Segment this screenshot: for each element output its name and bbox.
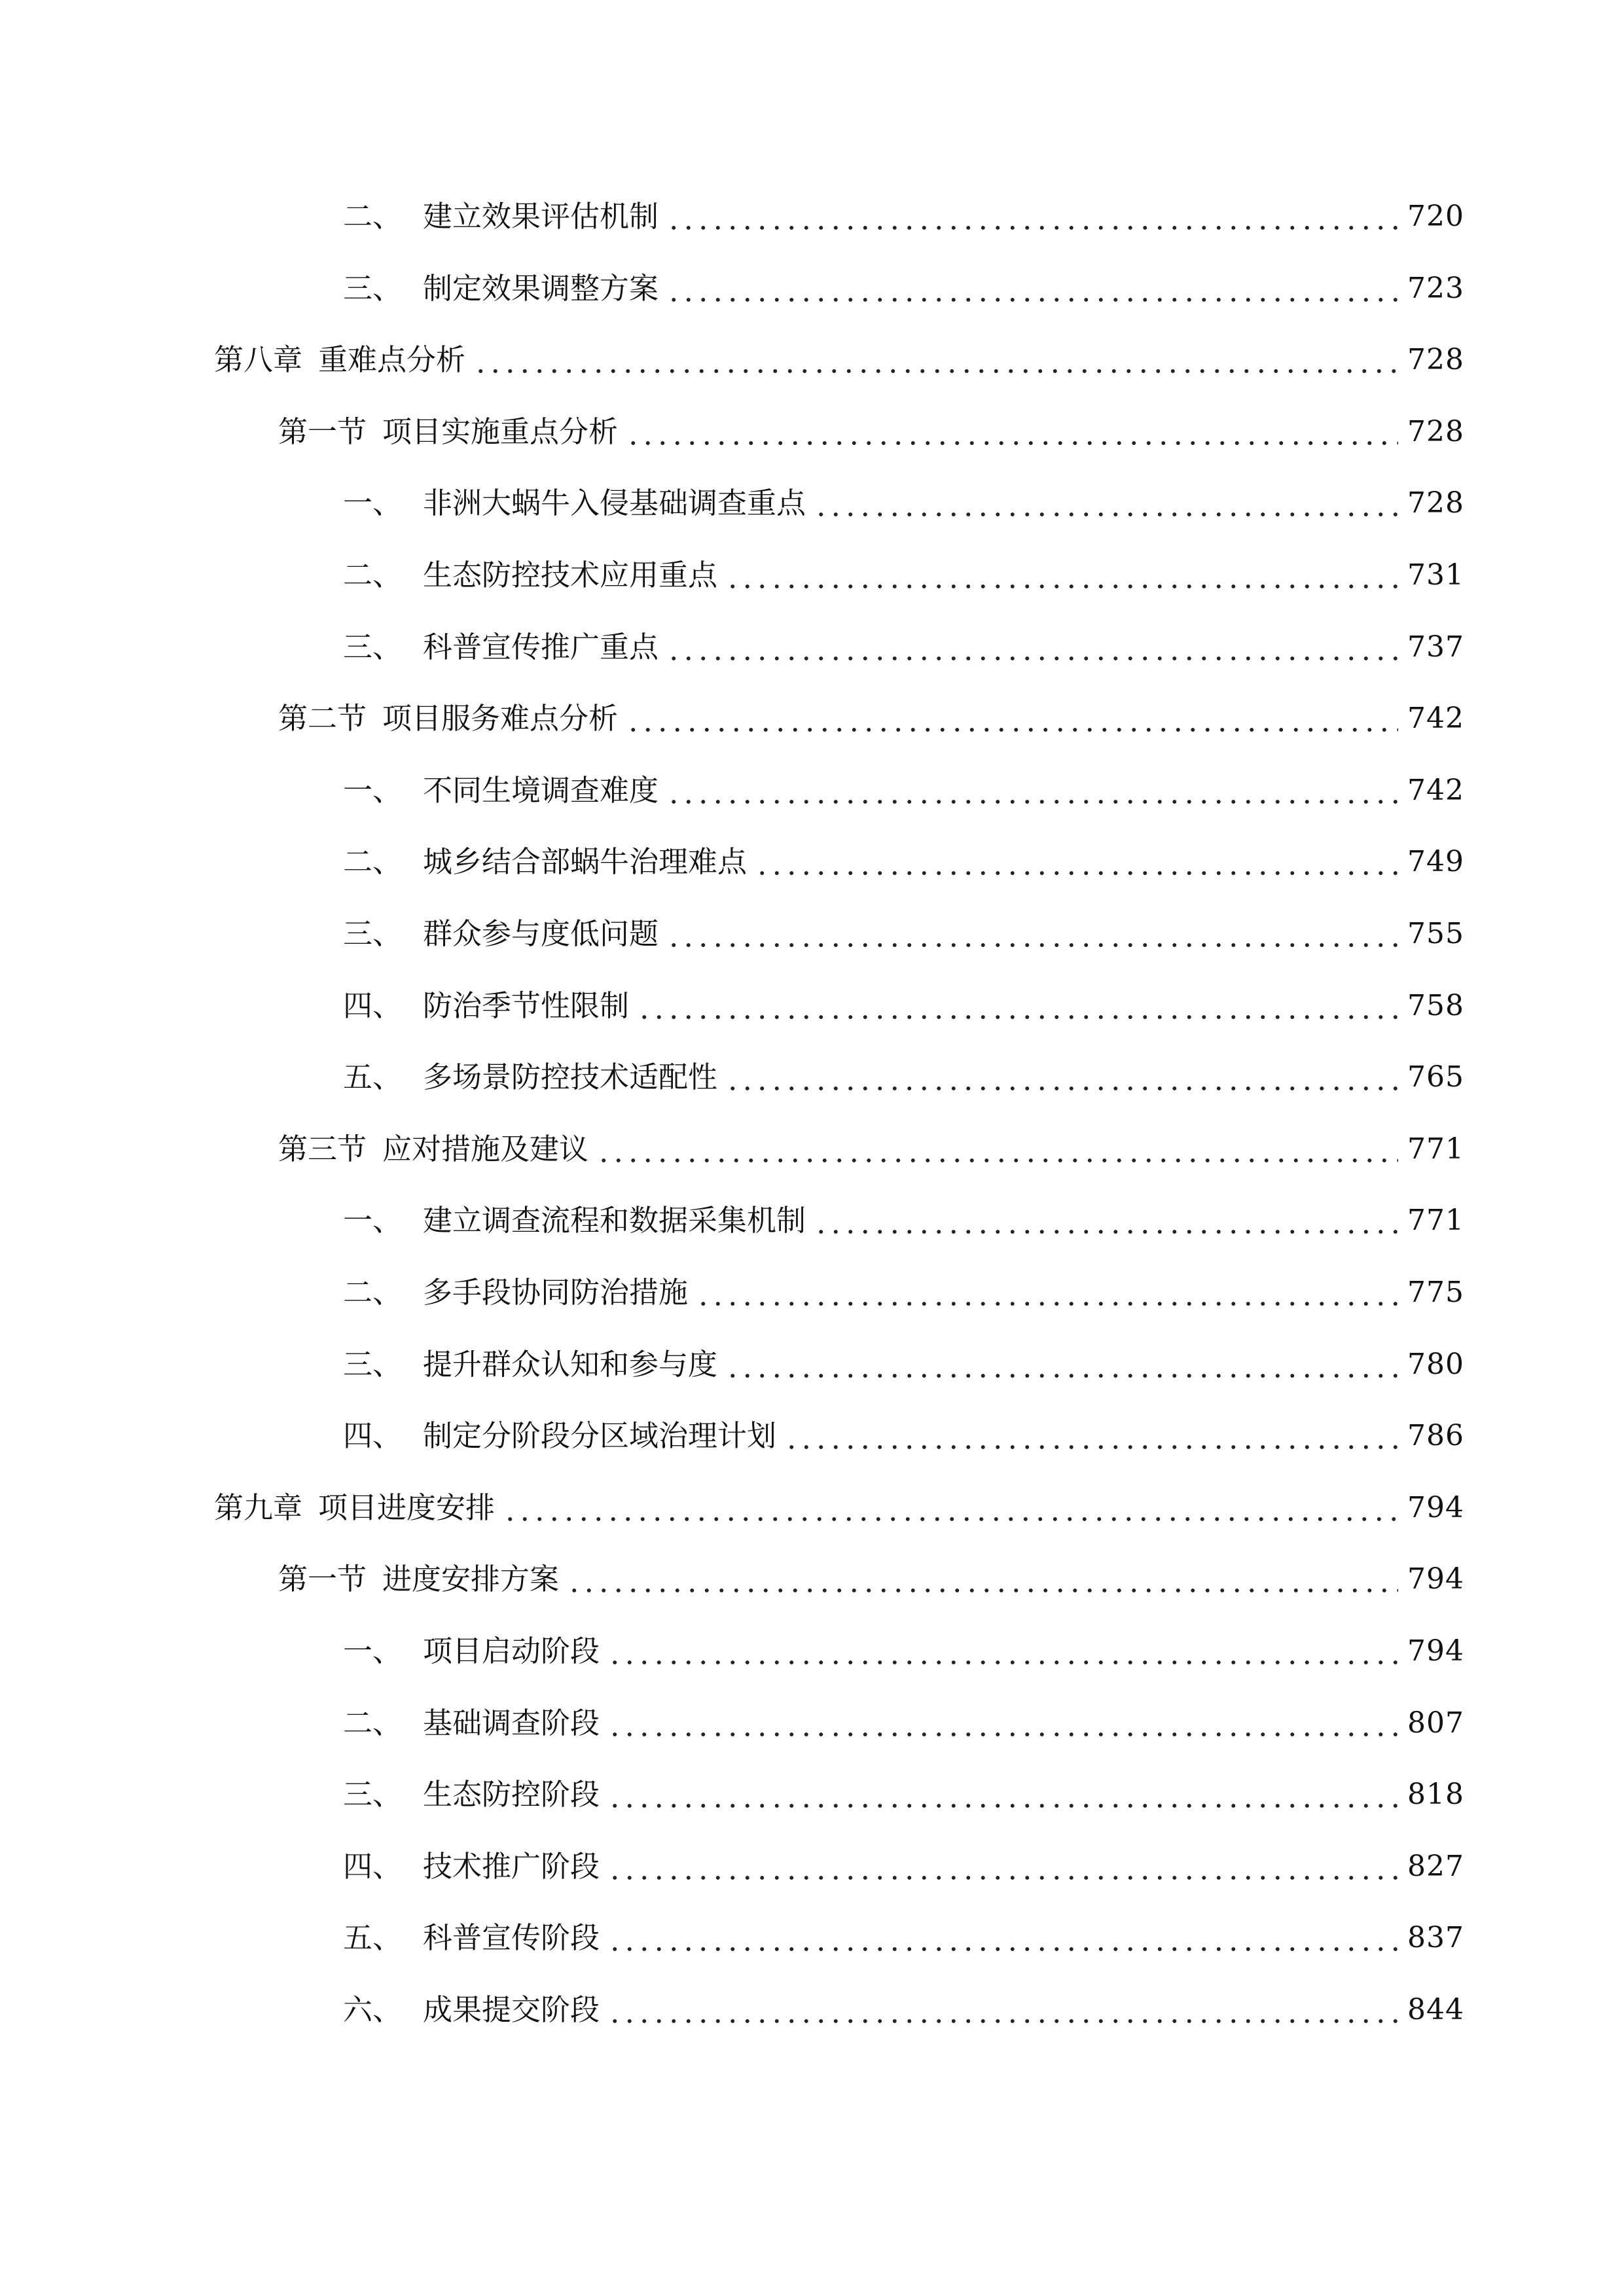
toc-entry[interactable] [0, 549, 1624, 601]
toc-entry-page-number: 837 [1407, 1921, 1464, 1955]
toc-entry-page-number: 728 [1407, 486, 1464, 520]
toc-entry[interactable] [0, 1912, 1624, 1964]
toc-entry-page-number: 720 [1407, 200, 1464, 233]
toc-entry-line [343, 836, 1464, 888]
toc-entry-title: 多手段协同防治措施 [423, 1275, 689, 1310]
toc-entry-page-number: 794 [1407, 1490, 1464, 1524]
toc-entry[interactable] [0, 1338, 1624, 1391]
toc-entry-title: 城乡结合部蜗牛治理难点 [423, 844, 748, 880]
toc-entry-number: 二、 [343, 1705, 403, 1740]
toc-entry-number: 五、 [343, 1060, 403, 1095]
dot-leader [666, 190, 1398, 243]
toc-entry-line [343, 1697, 1464, 1749]
toc-entry[interactable] [0, 692, 1624, 745]
dot-leader [666, 908, 1398, 960]
dot-leader [725, 1051, 1398, 1103]
toc-entry-title: 科普宣传阶段 [423, 1920, 600, 1956]
toc-entry-page-number: 771 [1407, 1132, 1464, 1166]
toc-entry-title: 项目实施重点分析 [382, 414, 619, 449]
toc-entry-line [343, 477, 1464, 529]
toc-entry[interactable] [0, 764, 1624, 817]
toc-entry-number: 四、 [343, 1848, 403, 1884]
toc-entry-page-number: 742 [1407, 773, 1464, 807]
toc-entry-page-number: 771 [1407, 1204, 1464, 1238]
dot-leader [607, 1768, 1398, 1821]
toc-entry-title: 生态防控技术应用重点 [423, 558, 718, 592]
toc-entry-number: 一、 [343, 486, 403, 521]
toc-entry-page-number: 827 [1407, 1849, 1464, 1883]
toc-entry[interactable] [0, 621, 1624, 673]
toc-entry-title: 科普宣传推广重点 [423, 629, 659, 664]
toc-entry-page-number: 794 [1407, 1634, 1464, 1668]
toc-entry-line [278, 1553, 1464, 1605]
dot-leader [666, 621, 1398, 673]
toc-entry-line [343, 1338, 1464, 1391]
dot-leader [596, 1123, 1398, 1175]
toc-entry-title: 群众参与度低问题 [423, 916, 659, 951]
toc-entry-number: 一、 [343, 1634, 403, 1668]
toc-entry-page-number: 775 [1407, 1276, 1464, 1309]
dot-leader [755, 836, 1398, 888]
toc-entry-title: 建立效果评估机制 [423, 199, 659, 234]
dot-leader [607, 1840, 1398, 1893]
dot-leader [814, 1194, 1398, 1247]
toc-entry-page-number: 728 [1407, 414, 1464, 448]
toc-entry[interactable] [0, 1482, 1624, 1534]
toc-entry-number: 二、 [343, 844, 403, 880]
dot-leader [725, 549, 1398, 601]
dot-leader [637, 980, 1398, 1032]
toc-entry-title: 项目启动阶段 [423, 1634, 600, 1668]
toc-entry-number: 第八章 [214, 342, 303, 378]
toc-entry-number: 二、 [343, 199, 403, 234]
toc-entry-title: 提升群众认知和参与度 [423, 1346, 718, 1382]
toc-entry-number: 第一节 [278, 414, 367, 449]
toc-entry[interactable] [0, 477, 1624, 529]
toc-entry[interactable] [0, 1840, 1624, 1893]
toc-entry-number: 六、 [343, 1992, 403, 2027]
toc-entry-title: 重难点分析 [318, 342, 466, 378]
toc-entry-line [343, 908, 1464, 960]
toc-entry-title: 非洲大蜗牛入侵基础调查重点 [423, 486, 806, 521]
toc-entry-line [343, 1840, 1464, 1893]
toc-entry-number: 一、 [343, 1203, 403, 1238]
toc-entry-line [278, 1123, 1464, 1175]
toc-entry[interactable] [0, 908, 1624, 960]
toc-entry-line [343, 1984, 1464, 2036]
toc-entry-line [343, 1625, 1464, 1677]
toc-entry-number: 四、 [343, 1418, 403, 1454]
toc-entry[interactable] [0, 1123, 1624, 1175]
dot-leader [696, 1266, 1398, 1319]
toc-entry-line [343, 1051, 1464, 1103]
toc-entry[interactable] [0, 406, 1624, 458]
toc-entry-line [343, 1266, 1464, 1319]
toc-entry-title: 技术推广阶段 [423, 1848, 600, 1884]
toc-entry-line [214, 1482, 1464, 1534]
toc-entry-line [278, 692, 1464, 745]
dot-leader [784, 1410, 1398, 1462]
toc-entry-page-number: 765 [1407, 1060, 1464, 1094]
toc-entry[interactable] [0, 262, 1624, 315]
toc-entry-number: 二、 [343, 558, 403, 592]
toc-entry-page-number: 758 [1407, 988, 1464, 1022]
dot-leader [567, 1553, 1398, 1605]
toc-entry[interactable] [0, 1266, 1624, 1319]
toc-entry[interactable] [0, 980, 1624, 1032]
toc-entry-title: 制定效果调整方案 [423, 270, 659, 306]
dot-leader [607, 1984, 1398, 2036]
toc-entry-line [343, 1912, 1464, 1964]
toc-entry-line [214, 334, 1464, 386]
toc-entry-line [343, 980, 1464, 1032]
toc-entry-number: 三、 [343, 916, 403, 951]
toc-entry-number: 三、 [343, 629, 403, 664]
dot-leader [607, 1697, 1398, 1749]
toc-entry-title: 制定分阶段分区域治理计划 [423, 1418, 777, 1454]
toc-entry-number: 三、 [343, 1346, 403, 1382]
dot-leader [607, 1625, 1398, 1677]
toc-entry-number: 五、 [343, 1920, 403, 1956]
toc-entry[interactable] [0, 836, 1624, 888]
dot-leader [626, 692, 1398, 745]
toc-entry-title: 不同生境调查难度 [423, 772, 659, 808]
toc-entry-title: 生态防控阶段 [423, 1777, 600, 1812]
toc-entry[interactable] [0, 334, 1624, 386]
toc-entry-title: 项目服务难点分析 [382, 701, 619, 736]
dot-leader [814, 477, 1398, 529]
toc-entry-page-number: 786 [1407, 1419, 1464, 1453]
toc-entry-number: 第一节 [278, 1562, 367, 1597]
toc-entry-line [343, 1410, 1464, 1462]
toc-entry-number: 三、 [343, 270, 403, 306]
toc-entry-line [343, 190, 1464, 243]
toc-entry-line [278, 406, 1464, 458]
dot-leader [666, 262, 1398, 315]
toc-entry-line [343, 262, 1464, 315]
toc-entry-page-number: 737 [1407, 630, 1464, 664]
toc-entry-title: 多场景防控技术适配性 [423, 1060, 718, 1095]
toc-entry-line [343, 1194, 1464, 1247]
toc-entry-page-number: 731 [1407, 558, 1464, 592]
toc-entry-page-number: 742 [1407, 702, 1464, 736]
toc-entry-number: 一、 [343, 772, 403, 808]
toc-entry[interactable] [0, 1051, 1624, 1103]
toc-entry-number: 第九章 [214, 1490, 303, 1525]
toc-entry-title: 进度安排方案 [382, 1562, 560, 1597]
toc-entry[interactable] [0, 1553, 1624, 1605]
toc-entry[interactable] [0, 1697, 1624, 1749]
toc-entry[interactable] [0, 1984, 1624, 2036]
dot-leader [607, 1912, 1398, 1964]
toc-entry-line [343, 621, 1464, 673]
toc-entry-number: 二、 [343, 1275, 403, 1310]
toc-entry-line [343, 1768, 1464, 1821]
toc-entry-line [343, 549, 1464, 601]
toc-entry-title: 应对措施及建议 [382, 1131, 589, 1166]
toc-entry[interactable] [0, 1768, 1624, 1821]
toc-entry-page-number: 794 [1407, 1562, 1464, 1596]
toc-entry-title: 成果提交阶段 [423, 1992, 600, 2027]
toc-entry-page-number: 723 [1407, 271, 1464, 305]
toc-entry-page-number: 728 [1407, 343, 1464, 377]
dot-leader [725, 1338, 1398, 1391]
toc-entry-line [343, 764, 1464, 817]
toc-entry-title: 基础调查阶段 [423, 1705, 600, 1740]
toc-entry[interactable] [0, 190, 1624, 243]
toc-entry-page-number: 807 [1407, 1706, 1464, 1740]
dot-leader [503, 1482, 1398, 1534]
toc-entry-number: 第三节 [278, 1131, 367, 1166]
toc-entry-page-number: 749 [1407, 845, 1464, 879]
toc-entry-title: 建立调查流程和数据采集机制 [423, 1203, 806, 1238]
toc-entry-number: 第二节 [278, 701, 367, 736]
dot-leader [626, 406, 1398, 458]
toc-entry-title: 项目进度安排 [318, 1490, 496, 1525]
toc-entry-title: 防治季节性限制 [423, 988, 630, 1023]
toc-entry-page-number: 780 [1407, 1347, 1464, 1381]
toc-entry-page-number: 755 [1407, 917, 1464, 950]
toc-entry-number: 三、 [343, 1777, 403, 1812]
toc-entry-page-number: 844 [1407, 1993, 1464, 2026]
dot-leader [473, 334, 1398, 386]
toc-entry-page-number: 818 [1407, 1778, 1464, 1812]
toc-entry-number: 四、 [343, 988, 403, 1023]
toc-entry[interactable] [0, 1410, 1624, 1462]
toc-entry[interactable] [0, 1194, 1624, 1247]
dot-leader [666, 764, 1398, 817]
toc-entry[interactable] [0, 1625, 1624, 1677]
